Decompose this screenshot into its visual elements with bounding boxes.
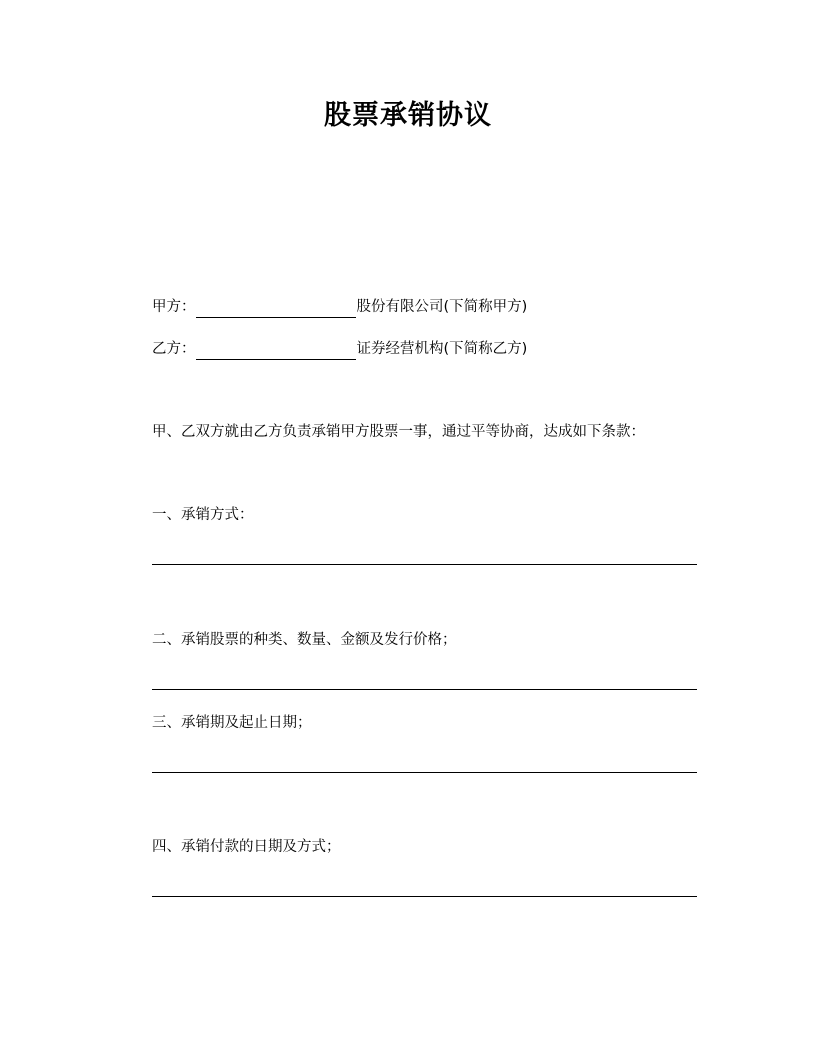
party-a-line <box>152 296 527 318</box>
section-3-fill-line[interactable] <box>152 772 697 773</box>
party-a-name-blank[interactable] <box>196 301 356 318</box>
party-b-description: 证券经营机构(下简称乙方) <box>356 341 528 357</box>
section-heading-1: 一、承销方式： <box>152 507 254 523</box>
section-4-fill-line[interactable] <box>152 896 697 897</box>
party-a-description: 股份有限公司(下简称甲方) <box>356 299 528 315</box>
section-1-fill-line[interactable] <box>152 564 697 565</box>
section-heading-3: 三、承销期及起止日期； <box>152 715 312 731</box>
section-heading-2: 二、承销股票的种类、数量、金额及发行价格； <box>152 632 457 648</box>
party-b-label: 乙方： <box>152 341 196 357</box>
intro-paragraph: 甲、乙双方就由乙方负责承销甲方股票一事，通过平等协商，达成如下条款： <box>152 424 645 440</box>
document-title: 股票承销协议 <box>324 100 492 131</box>
party-b-name-blank[interactable] <box>196 343 356 360</box>
party-b-line <box>152 338 527 360</box>
section-heading-4: 四、承销付款的日期及方式； <box>152 839 341 855</box>
party-a-label: 甲方： <box>152 299 196 315</box>
section-2-fill-line[interactable] <box>152 689 697 690</box>
